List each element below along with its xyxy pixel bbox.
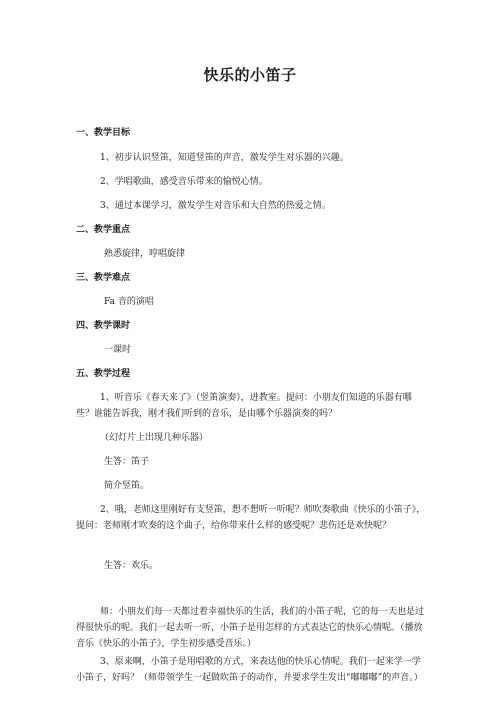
process-paragraph-answer-1: 生答：笛子 bbox=[104, 457, 150, 467]
process-paragraph-2: 2、哦，老师这里刚好有支竖笛，想不想听一听呢？师吹奏歌曲《快乐的小笛子》，提问：老师刚才吹奏的这个曲子，给你带来什么样的感受呢？悲伤还是欢快呢？ bbox=[76, 505, 426, 531]
section-heading-key-points: 二、教学重点 bbox=[76, 225, 131, 235]
key-points-text: 熟悉旋律，哼唱旋律 bbox=[104, 249, 186, 259]
process-paragraph-intro: 简介竖笛。 bbox=[104, 481, 150, 491]
goal-item-3: 3、通过本课学习，激发学生对音乐和大自然的热爱之情。 bbox=[100, 201, 331, 211]
section-heading-goals: 一、教学目标 bbox=[76, 128, 131, 138]
goal-item-2: 2、学唱歌曲，感受音乐带来的愉悦心情。 bbox=[100, 177, 268, 187]
document-title: 快乐的小笛子 bbox=[203, 66, 297, 84]
section-heading-hours: 四、教学课时 bbox=[76, 321, 131, 331]
section-heading-difficulties: 三、教学难点 bbox=[76, 273, 131, 283]
hours-text: 一课时 bbox=[104, 345, 132, 355]
process-paragraph-teacher: 师：小朋友们每一天都过着幸福快乐的生活，我们的小笛子呢，它的每一天也是过得很快乐的呢。我们一起去听一听，小笛子是用怎样的方式表达它的快乐心情呢。（播放音乐《快乐的小笛子》，学生初步感受音乐。） bbox=[76, 607, 425, 649]
goal-item-1: 1、初步认识竖笛，知道竖笛的声音，激发学生对乐器的兴趣。 bbox=[100, 153, 349, 163]
process-paragraph-slide-note: （幻灯片上出现几种乐器） bbox=[100, 433, 209, 443]
process-paragraph-3: 3、原来啊，小笛子是用唱歌的方式，来表达他的快乐心情呢。我们一起来学一学小笛子，好吗？（师带领学生一起做吹笛子的动作，并要求学生发出“嘟嘟嘟”的声音。） bbox=[76, 657, 423, 683]
difficulties-text: Fa 音的演唱 bbox=[104, 297, 154, 307]
process-paragraph-answer-2: 生答：欢乐。 bbox=[104, 561, 159, 571]
process-paragraph-1: 1、听音乐《春天来了》（竖笛演奏），进教室。提问：小朋友们知道的乐器有哪些？谁能告诉我，刚才我们听到的音乐，是由哪个乐器演奏的吗？ bbox=[76, 393, 412, 419]
section-heading-process: 五、教学过程 bbox=[76, 369, 131, 379]
